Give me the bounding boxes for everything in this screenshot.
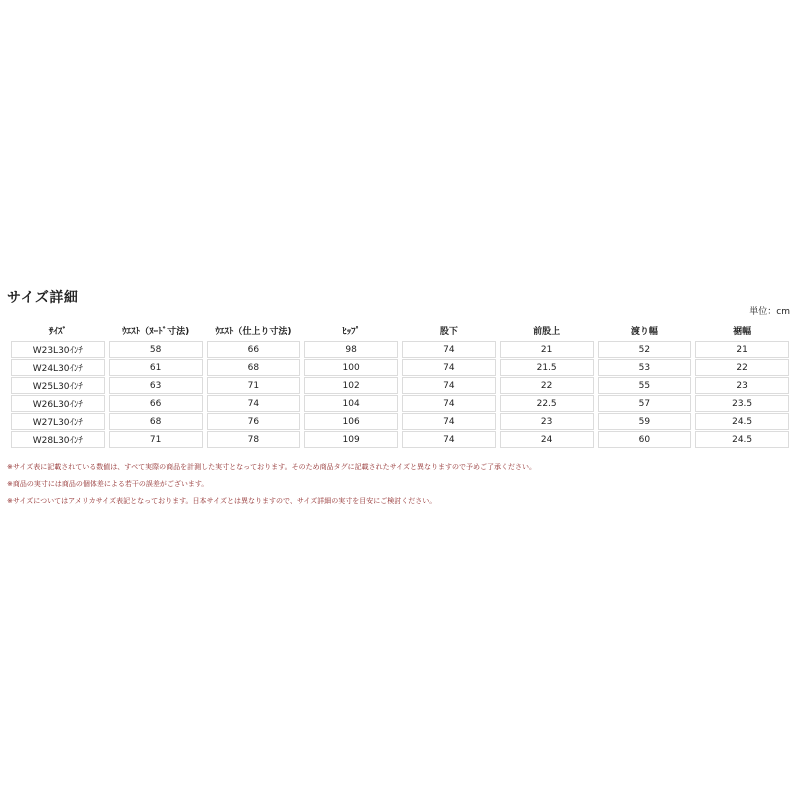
header-inseam: 股下 (439, 327, 458, 337)
table-row (11, 431, 789, 448)
table-cell: 52 (598, 341, 692, 358)
table-cell: 66 (207, 341, 301, 358)
table-cell: 23 (500, 413, 594, 430)
table-cell: 23.5 (695, 395, 789, 412)
table-cell: W23L30ｲﾝﾁ (11, 341, 105, 358)
size-table (7, 320, 793, 449)
header-size: ｻｲｽﾞ (48, 327, 67, 337)
table-row (11, 377, 789, 394)
table-cell: 21 (695, 341, 789, 358)
table-cell: 22 (695, 359, 789, 376)
table-header-row (11, 321, 789, 340)
table-cell: 74 (207, 395, 301, 412)
table-cell: 98 (304, 341, 398, 358)
header-waist-finished: ｳｴｽﾄ（仕上り寸法) (215, 327, 292, 337)
table-cell: 22 (500, 377, 594, 394)
table-cell: 24 (500, 431, 594, 448)
table-row (11, 395, 789, 412)
table-cell: 58 (109, 341, 203, 358)
table-cell: 71 (109, 431, 203, 448)
table-cell: 74 (402, 395, 496, 412)
table-row (11, 341, 789, 358)
table-cell: 71 (207, 377, 301, 394)
table-cell: 104 (304, 395, 398, 412)
table-cell: 74 (402, 341, 496, 358)
table-cell: W26L30ｲﾝﾁ (11, 395, 105, 412)
note-text: ※商品の実寸には商品の個体差による若干の誤差がございます。 (7, 480, 209, 488)
unit-label: 単位：cm (749, 307, 790, 317)
table-cell: W28L30ｲﾝﾁ (11, 431, 105, 448)
table-cell: W25L30ｲﾝﾁ (11, 377, 105, 394)
table-cell: 100 (304, 359, 398, 376)
table-cell: 24.5 (695, 413, 789, 430)
table-cell: 59 (598, 413, 692, 430)
table-cell: 102 (304, 377, 398, 394)
table-cell: 78 (207, 431, 301, 448)
table-cell: W24L30ｲﾝﾁ (11, 359, 105, 376)
table-cell: 21 (500, 341, 594, 358)
table-cell: 21.5 (500, 359, 594, 376)
table-cell: 60 (598, 431, 692, 448)
table-cell: 63 (109, 377, 203, 394)
table-cell: 55 (598, 377, 692, 394)
table-cell: 24.5 (695, 431, 789, 448)
table-row (11, 359, 789, 376)
notes (7, 462, 536, 513)
table-cell: 74 (402, 413, 496, 430)
header-thigh-width: 渡り幅 (630, 327, 658, 337)
table-cell: 74 (402, 377, 496, 394)
table-cell: 53 (598, 359, 692, 376)
table-cell: 76 (207, 413, 301, 430)
table-cell: 109 (304, 431, 398, 448)
table-cell: 23 (695, 377, 789, 394)
table-cell: 74 (402, 431, 496, 448)
header-front-rise: 前股上 (533, 327, 561, 337)
section-title: サイズ詳細 (7, 290, 79, 306)
note-text: ※サイズ表に記載されている数値は、すべて実際の商品を計測した実寸となっております。そのため商品タグに記載されたサイズと異なりますので予めご了承ください。 (7, 463, 537, 471)
header-waist-nude: ｳｴｽﾄ（ﾇｰﾄﾞ寸法) (122, 327, 190, 337)
note-text: ※サイズについてはアメリカサイズ表記となっております。日本サイズとは異なりますので、サイズ詳細の実寸を目安にご検討ください。 (7, 497, 437, 505)
header-hem-width: 裾幅 (733, 327, 752, 337)
table-cell: 57 (598, 395, 692, 412)
table-cell: 22.5 (500, 395, 594, 412)
table-cell: 106 (304, 413, 398, 430)
table-row (11, 413, 789, 430)
table-cell: W27L30ｲﾝﾁ (11, 413, 105, 430)
table-cell: 66 (109, 395, 203, 412)
table-cell: 61 (109, 359, 203, 376)
table-cell: 68 (207, 359, 301, 376)
header-hip: ﾋｯﾌﾟ (342, 327, 361, 337)
table-cell: 74 (402, 359, 496, 376)
table-cell: 68 (109, 413, 203, 430)
